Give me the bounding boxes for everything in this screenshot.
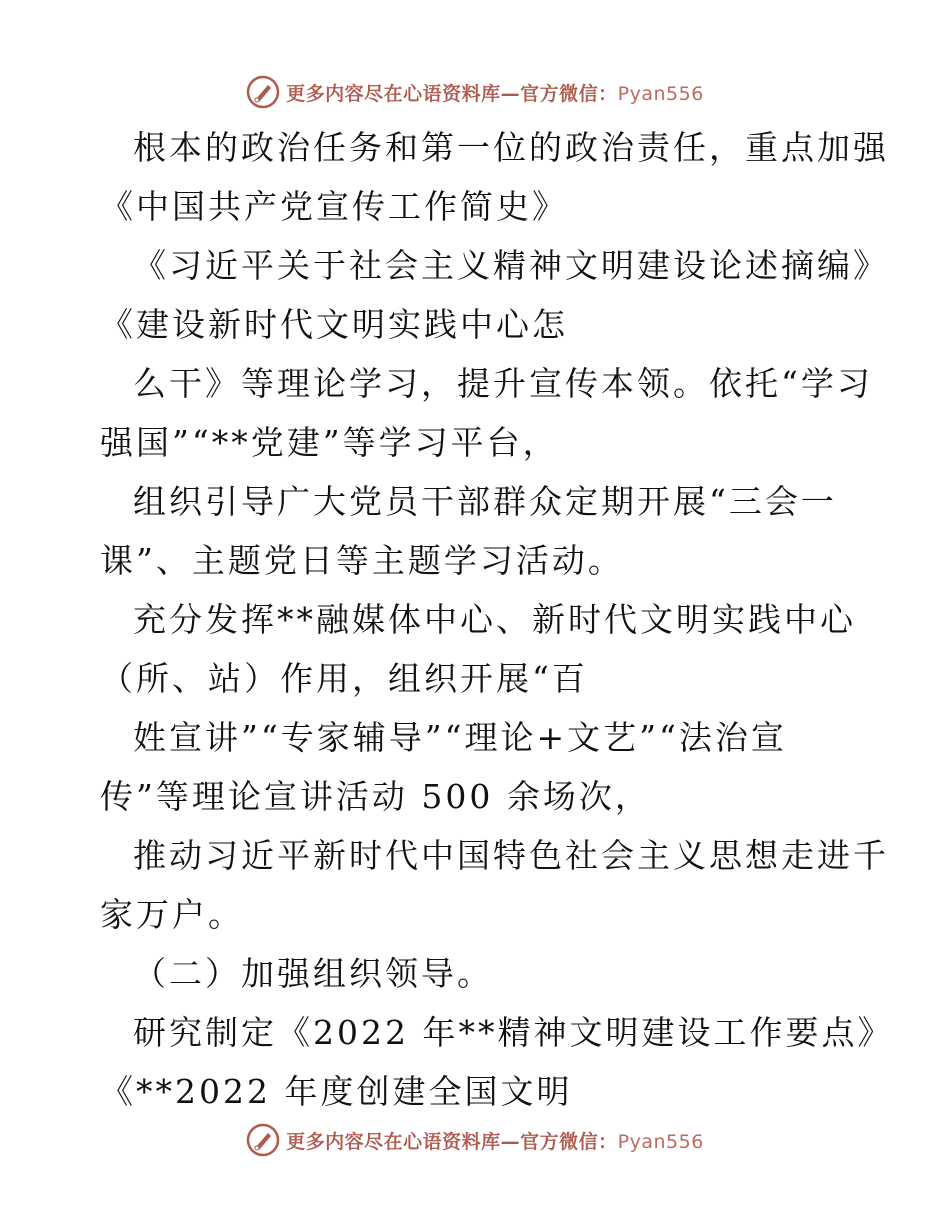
text-line: 充分发挥**融媒体中心、新时代文明实践中心 — [133, 600, 856, 639]
section-heading: （二）加强组织领导。 — [133, 954, 493, 993]
text-line: 课”、主题党日等主题学习活动。 — [100, 541, 624, 580]
text-line: （所、站）作用，组织开展“百 — [100, 659, 588, 698]
text-line: 强国”“**党建”等学习平台， — [100, 423, 559, 462]
watermark-text — [286, 1127, 704, 1154]
watermark-label: 更多内容尽在心语资料库—官方微信： — [286, 1130, 618, 1153]
text-line: 《建设新时代文明实践中心怎 — [100, 305, 568, 344]
text-line: 《中国共产党宣传工作简史》 — [100, 187, 568, 226]
text-line: 传”等理论宣讲活动 500 余场次， — [100, 777, 651, 816]
header-watermark — [0, 72, 950, 112]
text-line: 《**2022 年度创建全国文明 — [100, 1072, 573, 1111]
brand-logo-icon — [246, 1123, 280, 1157]
text-line: 研究制定《2022 年**精神文明建设工作要点》 — [133, 1013, 894, 1052]
text-line: 推动习近平新时代中国特色社会主义思想走进千 — [133, 836, 889, 875]
footer-watermark — [0, 1120, 950, 1160]
document-body — [100, 118, 894, 1121]
text-line: 根本的政治任务和第一位的政治责任，重点加强 — [133, 128, 889, 167]
text-line: 姓宣讲”“专家辅导”“理论+文艺”“法治宣 — [133, 718, 787, 757]
watermark-handle: Pyan556 — [617, 1130, 704, 1153]
watermark-handle: Pyan556 — [617, 82, 704, 105]
text-line: 组织引导广大党员干部群众定期开展“三会一 — [133, 482, 837, 521]
text-line: 《习近平关于社会主义精神文明建设论述摘编》 — [133, 246, 889, 285]
brand-logo-icon — [246, 75, 280, 109]
watermark-label: 更多内容尽在心语资料库—官方微信： — [286, 82, 618, 105]
text-line: 家万户。 — [100, 895, 244, 934]
text-line: 么干》等理论学习，提升宣传本领。依托“学习 — [133, 364, 873, 403]
watermark-text — [286, 79, 704, 106]
